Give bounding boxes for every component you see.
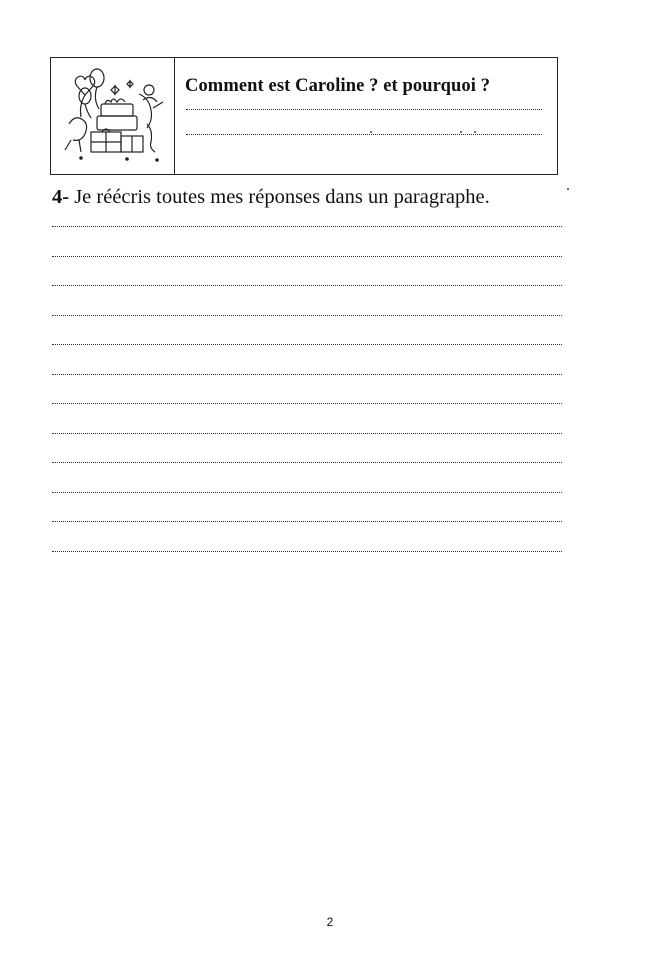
section-4-heading <box>52 186 567 209</box>
answer-line[interactable] <box>52 285 562 286</box>
scan-speck <box>474 131 476 133</box>
question-box <box>50 57 558 175</box>
section-4 <box>52 186 567 580</box>
answer-line[interactable] <box>52 492 562 493</box>
scan-speck <box>567 188 569 190</box>
answer-line[interactable] <box>186 134 542 135</box>
answer-line[interactable] <box>52 403 562 404</box>
answer-line[interactable] <box>52 433 562 434</box>
gifts-balloons-icon <box>57 64 169 168</box>
answer-line[interactable] <box>52 226 562 227</box>
page-number: 2 <box>326 915 334 929</box>
answer-line[interactable] <box>52 315 562 316</box>
question-title: Comment est Caroline ? et pourquoi ? <box>185 76 491 96</box>
answer-line[interactable] <box>52 551 562 552</box>
answer-line[interactable] <box>52 521 562 522</box>
answer-line[interactable] <box>52 344 562 345</box>
answer-line[interactable] <box>52 374 562 375</box>
paragraph-answer-lines <box>52 226 567 552</box>
question-content <box>175 58 557 174</box>
answer-line[interactable] <box>52 256 562 257</box>
answer-line[interactable] <box>52 462 562 463</box>
section-number: 4- <box>52 186 70 208</box>
section-instruction: Je réécris toutes mes réponses dans un paragraphe. <box>74 186 490 208</box>
answer-line[interactable] <box>186 109 542 110</box>
scan-speck <box>370 131 372 133</box>
scan-speck <box>460 131 462 133</box>
birthday-gifts-illustration <box>51 58 175 174</box>
